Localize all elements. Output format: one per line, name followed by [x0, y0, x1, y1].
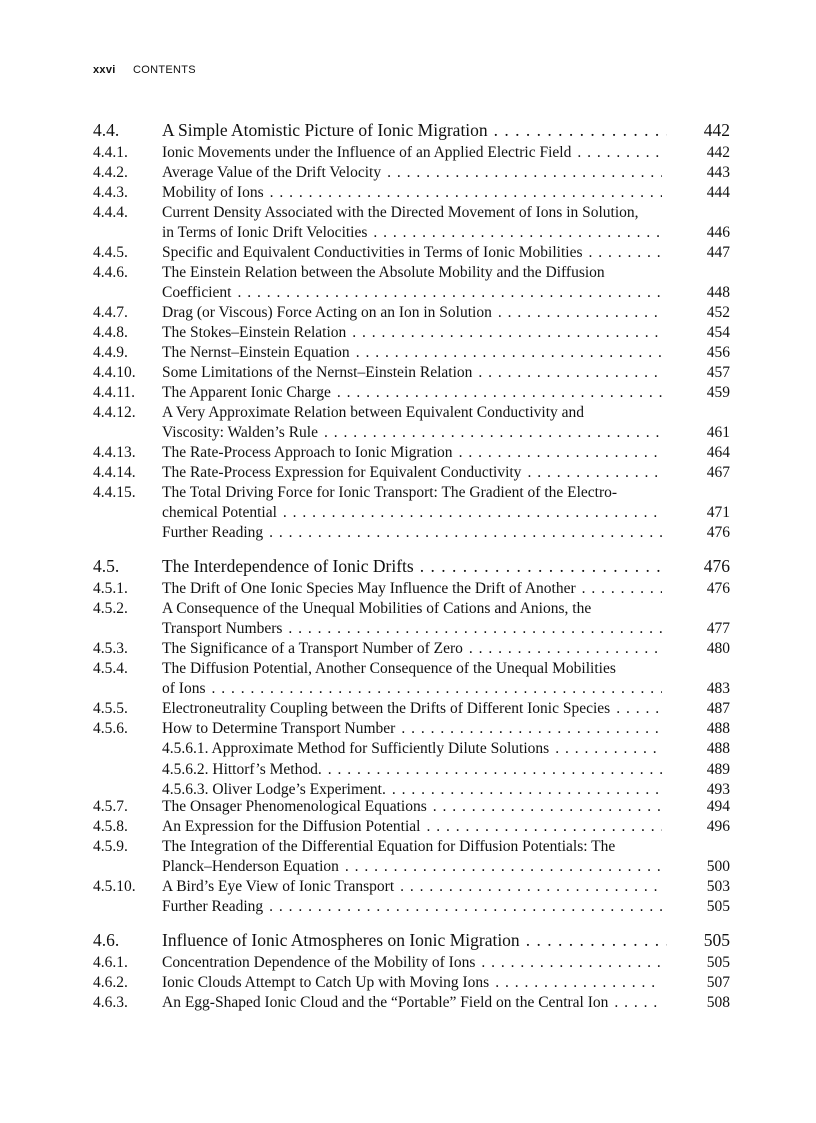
toc-section-entry[interactable]	[0, 554, 816, 579]
leader-dots	[494, 118, 667, 143]
toc-line	[0, 659, 816, 679]
leader-dots	[420, 554, 667, 579]
toc-entry[interactable]	[0, 263, 816, 303]
toc-line	[0, 699, 816, 719]
entry-page-number[interactable]: 505	[706, 953, 730, 971]
leader-dots	[433, 797, 662, 817]
entry-title-line	[162, 953, 662, 973]
entry-title[interactable]: The Total Driving Force for Ionic Transport: The Gradient of the Electro-	[162, 484, 618, 501]
toc-entry[interactable]	[0, 323, 816, 343]
entry-page-number[interactable]: 444	[706, 184, 730, 201]
entry-title[interactable]: An Egg-Shaped Ionic Cloud and the “Portable” Field on the Central Ion	[162, 993, 609, 1011]
entry-title[interactable]: Electroneutrality Coupling between the Drifts of Different Ionic Species	[162, 700, 611, 717]
entry-title[interactable]: A Bird’s Eye View of Ionic Transport	[162, 877, 395, 895]
toc-entry[interactable]	[0, 303, 816, 323]
toc-line	[0, 973, 816, 993]
entry-title-line	[162, 223, 662, 243]
entry-title[interactable]: Drag (or Viscous) Force Acting on an Ion in Solution	[162, 304, 492, 321]
entry-title-line	[162, 383, 662, 403]
toc-entry[interactable]	[0, 699, 816, 719]
entry-page-number[interactable]: 464	[706, 444, 730, 461]
leader-dots	[270, 183, 662, 203]
entry-title[interactable]: Viscosity: Walden’s Rule	[162, 424, 318, 441]
entry-title[interactable]: The Onsager Phenomenological Equations	[162, 797, 427, 815]
toc-line	[0, 739, 816, 760]
entry-number: 4.5.7.	[93, 797, 128, 815]
entry-number: 4.4.5.	[93, 244, 128, 261]
entry-title-line	[162, 203, 662, 223]
toc-entry[interactable]	[0, 443, 816, 463]
entry-title[interactable]: Further Reading	[162, 897, 264, 915]
entry-number: 4.4.9.	[93, 344, 128, 361]
toc-section-entry[interactable]	[0, 928, 816, 953]
leader-dots	[345, 857, 662, 877]
entry-page-number[interactable]: 507	[706, 973, 730, 991]
toc-line	[0, 639, 816, 659]
entry-title[interactable]: The Rate-Process Approach to Ionic Migration	[162, 444, 453, 461]
entry-number: 4.4.4.	[93, 204, 128, 221]
entry-number: 4.6.	[93, 929, 120, 950]
toc-entry[interactable]	[0, 797, 816, 817]
entry-title-line	[162, 739, 662, 759]
leader-dots	[526, 928, 667, 953]
entry-page-number[interactable]: 493	[706, 781, 730, 798]
toc-line	[0, 183, 816, 203]
entry-number: 4.4.3.	[93, 184, 128, 201]
entry-title-line	[162, 523, 662, 543]
leader-dots	[387, 163, 662, 183]
toc-entry[interactable]	[0, 143, 816, 163]
toc-line	[0, 760, 816, 781]
leader-dots	[478, 363, 662, 383]
toc-line	[0, 837, 816, 857]
leader-dots	[498, 303, 662, 323]
entry-title-line	[162, 323, 662, 343]
entry-number: 4.5.10.	[93, 877, 136, 895]
entry-title[interactable]: Concentration Dependence of the Mobility of Ions	[162, 953, 476, 971]
leader-dots	[328, 760, 662, 780]
entry-page-number[interactable]: 508	[706, 993, 730, 1011]
entry-title[interactable]: 4.5.6.1. Approximate Method for Sufficiently Dilute Solutions	[162, 740, 550, 757]
toc-line	[0, 223, 816, 243]
entry-title[interactable]: A Consequence of the Unequal Mobilities of Cations and Anions, the	[162, 600, 592, 617]
entry-title-line	[162, 659, 662, 679]
entry-title-line	[162, 443, 662, 463]
toc-line	[0, 463, 816, 483]
toc-entry[interactable]	[0, 760, 816, 781]
entry-title-line	[162, 857, 662, 877]
entry-title-line	[162, 639, 662, 659]
entry-title-line	[162, 183, 662, 203]
entry-page-number[interactable]: 452	[706, 304, 730, 321]
leader-dots	[495, 973, 662, 993]
toc-entry[interactable]	[0, 383, 816, 403]
toc-entry[interactable]	[0, 877, 816, 897]
leader-dots	[352, 323, 662, 343]
toc-entry[interactable]	[0, 659, 816, 699]
leader-dots	[324, 423, 662, 443]
leader-dots	[616, 699, 662, 719]
entry-title[interactable]: Influence of Ionic Atmospheres on Ionic Migration	[162, 929, 520, 950]
toc-entry[interactable]	[0, 817, 816, 837]
entry-title-line	[162, 363, 662, 383]
entry-number: 4.5.4.	[93, 660, 128, 677]
entry-title-line	[162, 423, 662, 443]
entry-title-line	[162, 554, 667, 579]
entry-title[interactable]: in Terms of Ionic Drift Velocities	[162, 224, 368, 241]
entry-title[interactable]: The Nernst–Einstein Equation	[162, 344, 350, 361]
entry-title-line	[162, 897, 662, 917]
entry-page-number[interactable]: 488	[706, 740, 730, 757]
entry-title[interactable]: Ionic Clouds Attempt to Catch Up with Moving Ions	[162, 973, 490, 991]
toc-line	[0, 857, 816, 877]
toc-entry[interactable]	[0, 183, 816, 203]
toc-line	[0, 619, 816, 639]
entry-page-number[interactable]: 457	[706, 364, 730, 381]
entry-title-line	[162, 599, 662, 619]
leader-dots	[614, 993, 662, 1013]
entry-title[interactable]: An Expression for the Diffusion Potential	[162, 817, 421, 835]
entry-title-line	[162, 760, 662, 780]
leader-dots	[582, 579, 662, 599]
entry-page-number[interactable]: 483	[706, 680, 730, 697]
entry-number: 4.6.3.	[93, 993, 128, 1011]
entry-number: 4.5.9.	[93, 837, 128, 855]
toc-entry[interactable]	[0, 579, 816, 599]
entry-number: 4.4.8.	[93, 324, 128, 341]
toc-line	[0, 797, 816, 817]
entry-number: 4.4.11.	[93, 384, 136, 401]
entry-number: 4.4.1.	[93, 144, 128, 161]
entry-number: 4.4.15.	[93, 484, 136, 501]
entry-title-line	[162, 719, 662, 739]
toc-entry[interactable]	[0, 973, 816, 993]
toc-line	[0, 443, 816, 463]
entry-page-number[interactable]: 505	[703, 929, 730, 950]
entry-title[interactable]: The Integration of the Differential Equation for Diffusion Potentials: The	[162, 837, 616, 855]
leader-dots	[400, 877, 662, 897]
leader-dots	[211, 679, 662, 699]
toc-entry[interactable]	[0, 243, 816, 263]
entry-title-line	[162, 118, 667, 143]
entry-title[interactable]: Coefficient	[162, 284, 232, 301]
entry-number: 4.4.2.	[93, 164, 128, 181]
entry-page-number[interactable]: 505	[706, 897, 730, 915]
entry-title[interactable]: of Ions	[162, 680, 206, 697]
entry-number: 4.6.2.	[93, 973, 128, 991]
toc-line	[0, 243, 816, 263]
entry-title-line	[162, 993, 662, 1013]
entry-page-number[interactable]: 448	[706, 284, 730, 301]
entry-title-line	[162, 263, 662, 283]
table-of-contents	[0, 118, 816, 1013]
toc-line	[0, 877, 816, 897]
leader-dots	[356, 343, 662, 363]
toc-entry[interactable]	[0, 203, 816, 243]
toc-line	[0, 679, 816, 699]
toc-entry[interactable]	[0, 403, 816, 443]
toc-line	[0, 203, 816, 223]
entry-title[interactable]: A Simple Atomistic Picture of Ionic Migration	[162, 120, 488, 140]
entry-title[interactable]: Specific and Equivalent Conductivities in Terms of Ionic Mobilities	[162, 244, 583, 261]
entry-title[interactable]: The Drift of One Ionic Species May Influence the Drift of Another	[162, 580, 576, 597]
toc-line	[0, 928, 816, 953]
toc-line	[0, 343, 816, 363]
entry-number: 4.5.5.	[93, 700, 128, 717]
entry-title[interactable]: Current Density Associated with the Directed Movement of Ions in Solution,	[162, 204, 639, 221]
toc-line	[0, 303, 816, 323]
entry-number: 4.4.6.	[93, 264, 128, 281]
entry-number: 4.5.3.	[93, 640, 128, 657]
entry-number: 4.5.8.	[93, 817, 128, 835]
entry-page-number[interactable]: 471	[706, 504, 730, 521]
entry-title[interactable]: Planck–Henderson Equation	[162, 857, 339, 875]
entry-page-number[interactable]: 476	[706, 524, 730, 541]
toc-line	[0, 599, 816, 619]
leader-dots	[527, 463, 662, 483]
toc-entry[interactable]	[0, 343, 816, 363]
toc-entry[interactable]	[0, 363, 816, 383]
toc-entry[interactable]	[0, 993, 816, 1013]
toc-line	[0, 423, 816, 443]
entry-title-line	[162, 403, 662, 423]
entry-title-line	[162, 243, 662, 263]
running-header	[93, 64, 196, 76]
entry-page-number[interactable]: 480	[706, 640, 730, 657]
toc-line	[0, 993, 816, 1013]
entry-page-number[interactable]: 496	[706, 817, 730, 835]
leader-dots	[577, 143, 662, 163]
entry-number: 4.4.14.	[93, 464, 136, 481]
entry-page-number[interactable]: 456	[706, 344, 730, 361]
entry-page-number[interactable]: 494	[706, 797, 730, 815]
toc-line	[0, 283, 816, 303]
entry-page-number[interactable]: 503	[706, 877, 730, 895]
entry-title-line	[162, 283, 662, 303]
entry-page-number[interactable]: 488	[706, 720, 730, 737]
toc-line	[0, 953, 816, 973]
entry-page-number[interactable]: 454	[706, 324, 730, 341]
entry-title-line	[162, 817, 662, 837]
entry-title-line	[162, 463, 662, 483]
entry-title[interactable]: The Significance of a Transport Number of Zero	[162, 640, 463, 657]
toc-section-entry[interactable]	[0, 118, 816, 143]
leader-dots	[269, 523, 662, 543]
entry-title[interactable]: The Einstein Relation between the Absolute Mobility and the Diffusion	[162, 264, 605, 281]
entry-page-number[interactable]: 443	[706, 164, 730, 181]
leader-dots	[481, 953, 662, 973]
entry-title-line	[162, 699, 662, 719]
toc-line	[0, 817, 816, 837]
toc-entry[interactable]	[0, 639, 816, 659]
toc-line	[0, 363, 816, 383]
entry-page-number[interactable]: 467	[706, 464, 730, 481]
toc-entry[interactable]	[0, 599, 816, 639]
entry-page-number[interactable]: 477	[706, 620, 730, 637]
toc-line	[0, 143, 816, 163]
leader-dots	[469, 639, 662, 659]
leader-dots	[283, 503, 662, 523]
leader-dots	[237, 283, 662, 303]
toc-entry[interactable]	[0, 837, 816, 877]
entry-title[interactable]: chemical Potential	[162, 504, 277, 521]
entry-title-line	[162, 483, 662, 503]
entry-page-number[interactable]: 489	[706, 760, 730, 778]
toc-line	[0, 323, 816, 343]
entry-title-line	[162, 503, 662, 523]
entry-title[interactable]: 4.5.6.3. Oliver Lodge’s Experiment.	[162, 781, 386, 798]
leader-dots	[401, 719, 662, 739]
entry-title-line	[162, 579, 662, 599]
entry-title[interactable]: The Diffusion Potential, Another Consequence of the Unequal Mobilities	[162, 660, 616, 677]
toc-entry[interactable]	[0, 719, 816, 739]
leader-dots	[337, 383, 662, 403]
entry-number: 4.4.7.	[93, 304, 128, 321]
entry-title[interactable]: Transport Numbers	[162, 620, 283, 637]
entry-number: 4.6.1.	[93, 953, 128, 971]
entry-title-line	[162, 837, 662, 857]
entry-title-line	[162, 797, 662, 817]
leader-dots	[459, 443, 662, 463]
entry-title[interactable]: Some Limitations of the Nernst–Einstein Relation	[162, 364, 473, 381]
leader-dots	[373, 223, 662, 243]
entry-page-number[interactable]: 446	[706, 224, 730, 241]
toc-entry[interactable]	[0, 463, 816, 483]
entry-title-line	[162, 303, 662, 323]
toc-entry[interactable]	[0, 739, 816, 760]
toc-line	[0, 523, 816, 543]
entry-number: 4.5.1.	[93, 580, 128, 597]
entry-title-line	[162, 877, 662, 897]
entry-title[interactable]: Further Reading	[162, 524, 264, 541]
toc-line	[0, 383, 816, 403]
leader-dots	[426, 817, 662, 837]
entry-number: 4.4.10.	[93, 364, 136, 381]
toc-line	[0, 483, 816, 503]
entry-title-line	[162, 928, 667, 953]
toc-line	[0, 897, 816, 917]
entry-page-number[interactable]: 487	[706, 700, 730, 717]
entry-number: 4.4.12.	[93, 404, 136, 421]
entry-number: 4.5.2.	[93, 600, 128, 617]
entry-page-number[interactable]: 476	[703, 556, 730, 576]
entry-title-line	[162, 143, 662, 163]
entry-title[interactable]: The Rate-Process Expression for Equivalent Conductivity	[162, 464, 522, 481]
entry-title[interactable]: Ionic Movements under the Influence of an Applied Electric Field	[162, 144, 572, 161]
entry-title[interactable]: Average Value of the Drift Velocity	[162, 164, 382, 181]
entry-title-line	[162, 973, 662, 993]
toc-line	[0, 263, 816, 283]
toc-line	[0, 719, 816, 739]
toc-line	[0, 403, 816, 423]
entry-page-number[interactable]: 461	[706, 424, 730, 441]
entry-title[interactable]: The Stokes–Einstein Relation	[162, 324, 347, 341]
toc-entry[interactable]	[0, 163, 816, 183]
entry-page-number[interactable]: 447	[706, 244, 730, 261]
header-page-number: xxvi	[93, 64, 116, 76]
entry-number: 4.5.6.	[93, 720, 128, 737]
toc-line	[0, 118, 816, 143]
entry-title[interactable]: A Very Approximate Relation between Equivalent Conductivity and	[162, 404, 585, 421]
leader-dots	[269, 897, 662, 917]
toc-line	[0, 163, 816, 183]
entry-title-line	[162, 343, 662, 363]
entry-title-line	[162, 619, 662, 639]
leader-dots	[288, 619, 662, 639]
entry-page-number[interactable]: 500	[706, 857, 730, 875]
toc-line	[0, 554, 816, 579]
entry-page-number[interactable]: 442	[706, 144, 730, 161]
toc-entry[interactable]	[0, 897, 816, 917]
entry-number: 4.5.	[93, 556, 120, 576]
entry-title[interactable]: The Apparent Ionic Charge	[162, 384, 331, 401]
entry-number: 4.4.13.	[93, 444, 136, 461]
leader-dots	[555, 739, 662, 759]
entry-title[interactable]: The Interdependence of Ionic Drifts	[162, 556, 414, 576]
entry-page-number[interactable]: 442	[703, 120, 730, 140]
entry-page-number[interactable]: 476	[706, 580, 730, 597]
entry-page-number[interactable]: 459	[706, 384, 730, 401]
entry-number: 4.4.	[93, 120, 120, 140]
entry-title-line	[162, 679, 662, 699]
entry-title-line	[162, 163, 662, 183]
toc-line	[0, 579, 816, 599]
leader-dots	[589, 243, 663, 263]
toc-entry[interactable]	[0, 953, 816, 973]
toc-entry[interactable]	[0, 523, 816, 543]
entry-title[interactable]: 4.5.6.2. Hittorf’s Method.	[162, 760, 322, 778]
header-title: CONTENTS	[132, 64, 196, 76]
toc-line	[0, 503, 816, 523]
entry-title[interactable]: Mobility of Ions	[162, 184, 264, 201]
toc-entry[interactable]	[0, 483, 816, 523]
entry-title[interactable]: How to Determine Transport Number	[162, 720, 396, 737]
